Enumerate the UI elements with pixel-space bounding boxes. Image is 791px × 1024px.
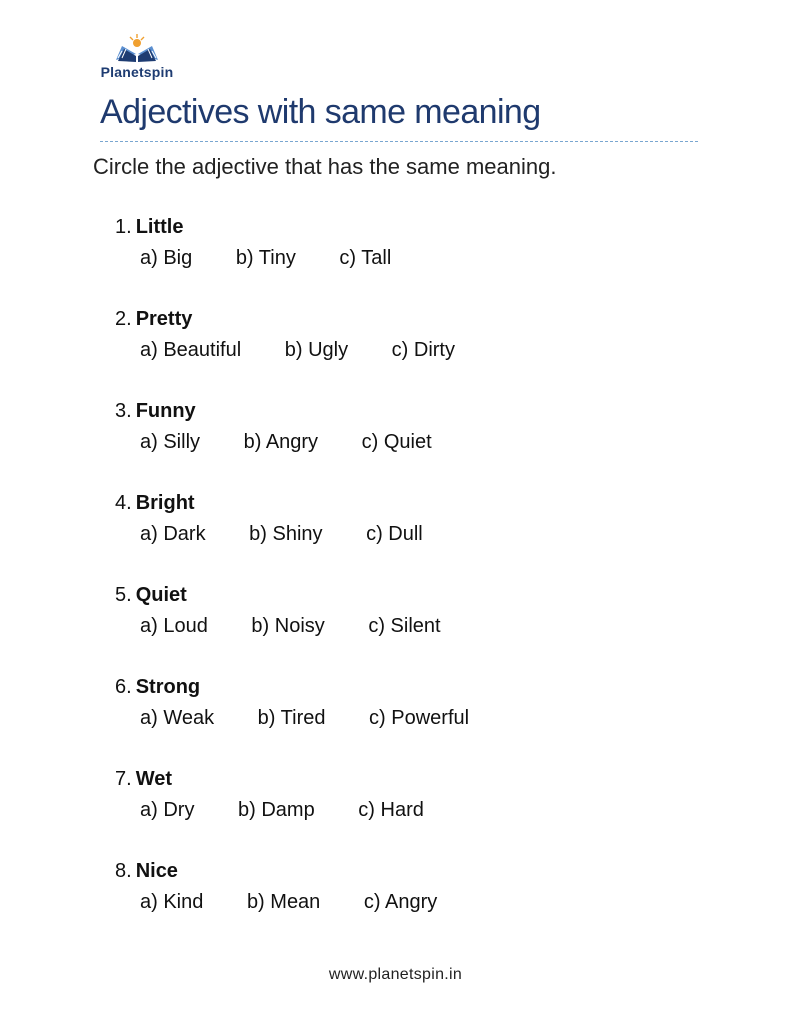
- option-b[interactable]: b) Tiny: [235, 247, 296, 269]
- planetspin-logo: [100, 34, 174, 86]
- book-logo-icon: [112, 34, 162, 64]
- question-item: [115, 492, 675, 554]
- option-a[interactable]: a) Beautiful: [140, 339, 242, 361]
- question-line: [115, 308, 192, 331]
- question-number: 4.: [115, 492, 132, 514]
- option-row: [140, 247, 429, 270]
- option-c[interactable]: c) Silent: [368, 615, 441, 637]
- question-line: [115, 492, 195, 515]
- question-line: [115, 400, 196, 423]
- option-a[interactable]: a) Weak: [140, 707, 215, 729]
- question-number: 5.: [115, 584, 132, 606]
- option-b[interactable]: b) Ugly: [284, 339, 349, 361]
- option-row: [140, 707, 507, 730]
- question-item: [115, 308, 675, 370]
- option-a[interactable]: a) Kind: [140, 891, 204, 913]
- option-c[interactable]: c) Powerful: [369, 707, 470, 729]
- option-c[interactable]: c) Dull: [366, 523, 423, 545]
- option-row: [140, 431, 470, 454]
- option-b[interactable]: b) Shiny: [249, 523, 323, 545]
- question-word: Funny: [135, 400, 196, 422]
- question-line: [115, 860, 178, 883]
- question-number: 6.: [115, 676, 132, 698]
- option-a[interactable]: a) Loud: [140, 615, 208, 637]
- question-item: [115, 400, 675, 462]
- option-a[interactable]: a) Dry: [140, 799, 195, 821]
- question-word: Little: [135, 216, 184, 238]
- question-item: [115, 768, 675, 830]
- question-line: [115, 584, 187, 607]
- question-number: 1.: [115, 216, 132, 238]
- option-b[interactable]: b) Tired: [257, 707, 326, 729]
- option-b[interactable]: b) Noisy: [251, 615, 325, 637]
- question-word: Wet: [135, 768, 172, 790]
- option-row: [140, 891, 475, 914]
- question-word: Bright: [135, 492, 195, 514]
- question-item: [115, 860, 675, 922]
- option-c[interactable]: c) Dirty: [391, 339, 455, 361]
- question-item: [115, 216, 675, 278]
- question-word: Pretty: [135, 308, 193, 330]
- option-b[interactable]: b) Mean: [246, 891, 321, 913]
- question-item: [115, 584, 675, 646]
- question-number: 8.: [115, 860, 132, 882]
- option-c[interactable]: c) Tall: [339, 247, 392, 269]
- question-line: [115, 216, 183, 239]
- page-title: Adjectives with same meaning: [100, 93, 541, 131]
- question-number: 3.: [115, 400, 132, 422]
- question-word: Quiet: [135, 584, 187, 606]
- title-divider: [100, 141, 698, 142]
- option-row: [140, 339, 493, 362]
- question-line: [115, 768, 172, 791]
- option-c[interactable]: c) Angry: [363, 891, 438, 913]
- instructions: Circle the adjective that has the same meaning.: [93, 154, 557, 179]
- question-word: Strong: [135, 676, 201, 698]
- question-line: [115, 676, 200, 699]
- question-number: 2.: [115, 308, 132, 330]
- question-word: Nice: [135, 860, 178, 882]
- option-row: [140, 615, 479, 638]
- logo-text: Planetspin: [100, 64, 174, 80]
- option-a[interactable]: a) Silly: [140, 431, 201, 453]
- question-item: [115, 676, 675, 738]
- option-b[interactable]: b) Angry: [243, 431, 319, 453]
- question-number: 7.: [115, 768, 132, 790]
- option-c[interactable]: c) Hard: [358, 799, 424, 821]
- option-b[interactable]: b) Damp: [238, 799, 315, 821]
- option-row: [140, 799, 462, 822]
- option-c[interactable]: c) Quiet: [361, 431, 432, 453]
- option-row: [140, 523, 461, 546]
- option-a[interactable]: a) Big: [140, 247, 193, 269]
- footer-website: www.planetspin.in: [328, 966, 463, 983]
- option-a[interactable]: a) Dark: [140, 523, 206, 545]
